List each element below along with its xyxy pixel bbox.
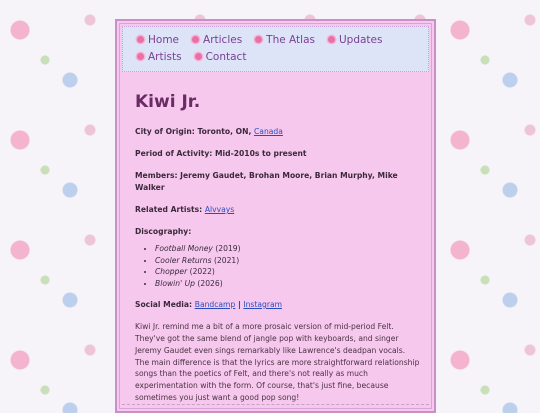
nav-artists-label: Artists bbox=[148, 50, 182, 63]
members-line bbox=[135, 170, 420, 193]
nav-home-label: Home bbox=[148, 33, 180, 46]
social-line bbox=[135, 299, 420, 310]
list-item bbox=[155, 255, 420, 267]
artist-content bbox=[117, 72, 434, 404]
review-text: Kiwi Jr. remind me a bit of a more prosaic version of mid-period Felt. They've got the same blend of jangle pop with keyboards, and singer Jeremy Gaudet even sings remarkably like Lawrence's deadpan vocals. The main difference is that the lyrics are more straightforward relationship songs than the poetics of Felt, and there's not really as much experimentation with the form. Of course, that's just fine, because sometimes you just want a good pop song! bbox=[135, 322, 420, 402]
flower-icon bbox=[137, 36, 144, 43]
members-label: Members: bbox=[135, 171, 178, 181]
nav-contact-label: Contact bbox=[205, 50, 247, 63]
album-year: (2021) bbox=[213, 255, 240, 265]
album-title: Blowin' Up bbox=[155, 279, 195, 289]
social-separator: | bbox=[237, 299, 241, 309]
content-panel bbox=[115, 19, 436, 413]
origin-line bbox=[135, 126, 420, 137]
instagram-link[interactable]: Instagram bbox=[243, 299, 283, 309]
page-title: Kiwi Jr. bbox=[135, 92, 201, 112]
period-line bbox=[135, 148, 420, 159]
nav-row-1 bbox=[137, 31, 422, 48]
nav-the-atlas[interactable] bbox=[255, 34, 315, 46]
nav-articles[interactable] bbox=[192, 34, 242, 46]
period-value: Mid-2010s to present bbox=[214, 148, 307, 158]
nav-updates[interactable] bbox=[328, 34, 383, 46]
nav-updates-label: Updates bbox=[338, 33, 383, 46]
flower-icon bbox=[192, 36, 199, 43]
related-artist-link[interactable]: Alvvays bbox=[204, 205, 235, 215]
list-item bbox=[155, 278, 420, 290]
list-item bbox=[155, 266, 420, 278]
album-year: (2019) bbox=[215, 243, 241, 253]
album-title: Chopper bbox=[155, 267, 188, 277]
album-year: (2022) bbox=[189, 267, 215, 277]
origin-value: Toronto, ON, bbox=[197, 126, 252, 136]
nav-artists[interactable] bbox=[137, 51, 182, 63]
social-label: Social Media: bbox=[135, 299, 193, 309]
nav-home[interactable] bbox=[137, 34, 179, 46]
origin-country-link[interactable]: Canada bbox=[254, 126, 283, 136]
nav-the-atlas-label: The Atlas bbox=[266, 33, 315, 46]
album-title: Cooler Returns bbox=[155, 255, 212, 265]
album-year: (2026) bbox=[197, 279, 223, 289]
flower-icon bbox=[195, 53, 202, 60]
flower-icon bbox=[255, 36, 262, 43]
period-label: Period of Activity: bbox=[135, 148, 213, 158]
list-item bbox=[155, 243, 420, 255]
flower-icon bbox=[137, 53, 144, 60]
discography-list bbox=[135, 243, 420, 290]
nav-contact[interactable] bbox=[195, 51, 247, 63]
bandcamp-link[interactable]: Bandcamp bbox=[194, 299, 236, 309]
members-value: Jeremy Gaudet, Brohan Moore, Brian Murphy, Mike Walker bbox=[135, 171, 398, 192]
nav-articles-label: Articles bbox=[203, 33, 243, 46]
discography-heading: Discography: bbox=[135, 227, 192, 237]
origin-label: City of Origin: bbox=[135, 126, 195, 136]
related-label: Related Artists: bbox=[135, 205, 203, 215]
site-nav bbox=[122, 26, 429, 72]
album-title: Football Money bbox=[155, 243, 213, 253]
nav-row-2 bbox=[137, 48, 422, 65]
flower-icon bbox=[328, 36, 335, 43]
related-line bbox=[135, 204, 420, 215]
